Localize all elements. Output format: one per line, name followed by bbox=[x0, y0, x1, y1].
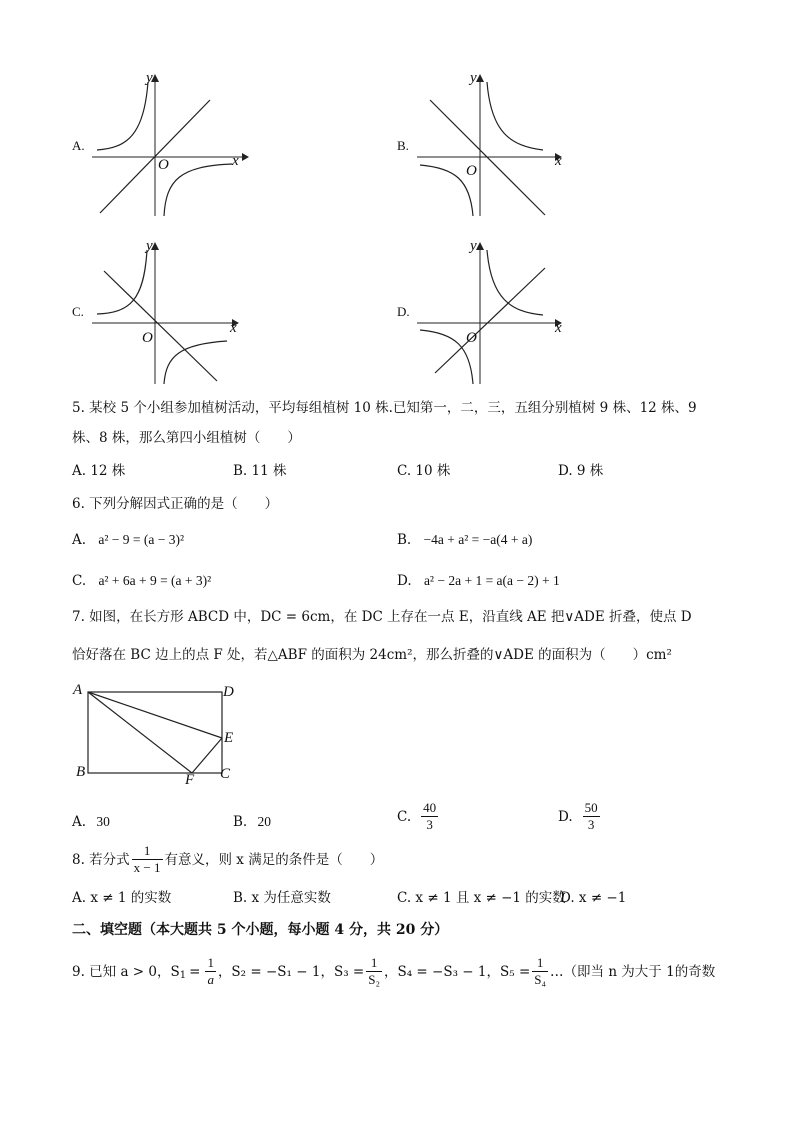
q9-s1-num: 1 bbox=[207, 955, 214, 970]
q9-part3: ，S₄ = −S₃ − 1，S₅ = bbox=[383, 963, 531, 980]
fig-label-b: B bbox=[76, 764, 86, 780]
q7-line2: 恰好落在 BC 边上的点 F 处，若△ABF 的面积为 24cm²，那么折叠的∨ADE 的面积为（ ）cm² bbox=[72, 647, 672, 663]
axis-y-label-b: y bbox=[470, 70, 477, 86]
q8-prefix: 8. 若分式 bbox=[72, 851, 130, 868]
axis-x-label-a: x bbox=[232, 153, 239, 169]
q8-stem bbox=[72, 843, 383, 876]
q6-option-a bbox=[72, 530, 184, 550]
q9-s3-num: 1 bbox=[370, 955, 378, 970]
q6-option-b-label: B. bbox=[397, 532, 412, 548]
q8-frac-den: x − 1 bbox=[133, 860, 161, 875]
q9-part4: …（即当 n 为大于 1的奇数 bbox=[550, 963, 716, 980]
q9-s5-fraction bbox=[532, 955, 548, 988]
q5-line2: 株、8 株，那么第四小组植树（ ） bbox=[72, 430, 301, 446]
q7-option-b-value: 20 bbox=[257, 814, 272, 829]
section-heading: 二、填空题（本大题共 5 个小题，每小题 4 分，共 20 分） bbox=[72, 922, 449, 938]
q7-option-a bbox=[72, 812, 110, 832]
q9-stem: 9. 已知 a > 0，S 1 = $\frac{1}{a}$ ，S₂ = −S₁ − 1，S₃ = $\frac{1}{\text{S₂}}$ ，S₄ = −S₃ − 1，S₅ = $\frac{1}{\text{S₄}}$ …（即当 n 为大于 1的奇数 bbox=[72, 955, 716, 987]
origin-label-a: O bbox=[158, 157, 169, 173]
q7-option-d bbox=[558, 800, 602, 833]
q9-s3-fraction bbox=[366, 955, 382, 988]
origin-label-c: O bbox=[142, 330, 153, 346]
q8-fraction bbox=[132, 843, 163, 876]
fig-label-c: C bbox=[220, 766, 231, 782]
q7-option-b-label: B. bbox=[233, 814, 248, 830]
q7-option-a-label: A. bbox=[72, 814, 87, 830]
fig-label-f: F bbox=[185, 772, 195, 788]
q7-option-a-value: 30 bbox=[96, 814, 110, 829]
q7-option-c bbox=[397, 800, 440, 833]
graph-option-d bbox=[415, 238, 585, 388]
q9-s1-den: a bbox=[207, 972, 214, 987]
q6-option-b bbox=[397, 530, 532, 550]
option-b-label: B. bbox=[397, 138, 409, 153]
fig-label-a: A bbox=[73, 682, 83, 698]
q6-option-d bbox=[397, 571, 560, 591]
q6-option-b-expr: −4a + a² = −a(4 + a) bbox=[423, 532, 533, 547]
q9-s5-num: 1 bbox=[536, 955, 544, 970]
q7-option-c-den: 3 bbox=[426, 817, 433, 832]
option-c-label: C. bbox=[72, 304, 84, 319]
option-a-label: A. bbox=[72, 138, 85, 153]
q8-suffix: 有意义，则 x 满足的条件是（ ） bbox=[164, 851, 384, 868]
axis-y-label-a: y bbox=[146, 70, 153, 86]
q7-line1: 7. 如图，在长方形 ABCD 中，DC = 6cm，在 DC 上存在一点 E，沿直线 AE 把∨ADE 折叠，使点 D bbox=[72, 609, 692, 625]
q7-option-c-num: 40 bbox=[423, 800, 437, 815]
q9-s1-fraction bbox=[205, 955, 216, 988]
q5-option-c: C. 10 株 bbox=[397, 463, 451, 479]
q7-option-c-label: C. bbox=[397, 808, 412, 825]
q8-option-d: D. x ≠ −1 bbox=[560, 890, 627, 906]
q7-option-b bbox=[233, 812, 271, 832]
q6-option-a-label: A. bbox=[72, 532, 87, 548]
q5-option-d: D. 9 株 bbox=[558, 463, 604, 479]
q6-option-c-expr: a² + 6a + 9 = (a + 3)² bbox=[98, 573, 212, 588]
q8-option-c: C. x ≠ 1 且 x ≠ −1 的实数 bbox=[397, 890, 566, 906]
q6-option-c-label: C. bbox=[72, 573, 87, 589]
axis-y-label-c: y bbox=[146, 238, 153, 254]
q9-s5-den: S₄ bbox=[534, 972, 547, 987]
origin-label-d: O bbox=[466, 330, 477, 346]
q7-option-d-num: 50 bbox=[584, 800, 598, 815]
fig-label-d: D bbox=[223, 684, 234, 700]
axis-x-label-d: x bbox=[555, 320, 562, 336]
q8-option-b: B. x 为任意实数 bbox=[233, 890, 331, 906]
q5-option-a: A. 12 株 bbox=[72, 463, 126, 479]
axis-x-label-c: x bbox=[230, 320, 237, 336]
graph-option-a bbox=[92, 70, 262, 220]
q9-part1: 9. 已知 a > 0，S bbox=[72, 963, 180, 980]
graph-option-b bbox=[415, 70, 585, 220]
q7-option-d-den: 3 bbox=[587, 817, 595, 832]
q9-part2: ，S₂ = −S₁ − 1，S₃ = bbox=[217, 963, 365, 980]
axis-x-label-b: x bbox=[555, 153, 562, 169]
q7-option-d-label: D. bbox=[558, 808, 573, 825]
q5-option-b: B. 11 株 bbox=[233, 463, 287, 479]
axis-y-label-d: y bbox=[470, 238, 477, 254]
fig-label-e: E bbox=[224, 730, 234, 746]
q7-option-c-fraction bbox=[421, 800, 438, 833]
q5-line1: 5. 某校 5 个小组参加植树活动，平均每组植树 10 株.已知第一，二，三，五组分别植树 9 株、12 株、9 bbox=[72, 400, 697, 416]
q9-s3-den: S₂ bbox=[368, 972, 380, 987]
q6-option-a-expr: a² − 9 = (a − 3)² bbox=[98, 532, 185, 547]
origin-label-b: O bbox=[466, 163, 477, 179]
q8-frac-num: 1 bbox=[143, 843, 151, 858]
q6-option-d-expr: a² − 2a + 1 = a(a − 2) + 1 bbox=[423, 573, 560, 588]
q7-option-d-fraction bbox=[583, 800, 600, 833]
q6-option-d-label: D. bbox=[397, 573, 412, 589]
graph-option-c bbox=[92, 238, 262, 388]
option-d-label: D. bbox=[397, 304, 410, 319]
q6-option-c bbox=[72, 571, 211, 591]
q8-option-a: A. x ≠ 1 的实数 bbox=[72, 890, 172, 906]
q6-stem: 6. 下列分解因式正确的是（ ） bbox=[72, 496, 279, 512]
